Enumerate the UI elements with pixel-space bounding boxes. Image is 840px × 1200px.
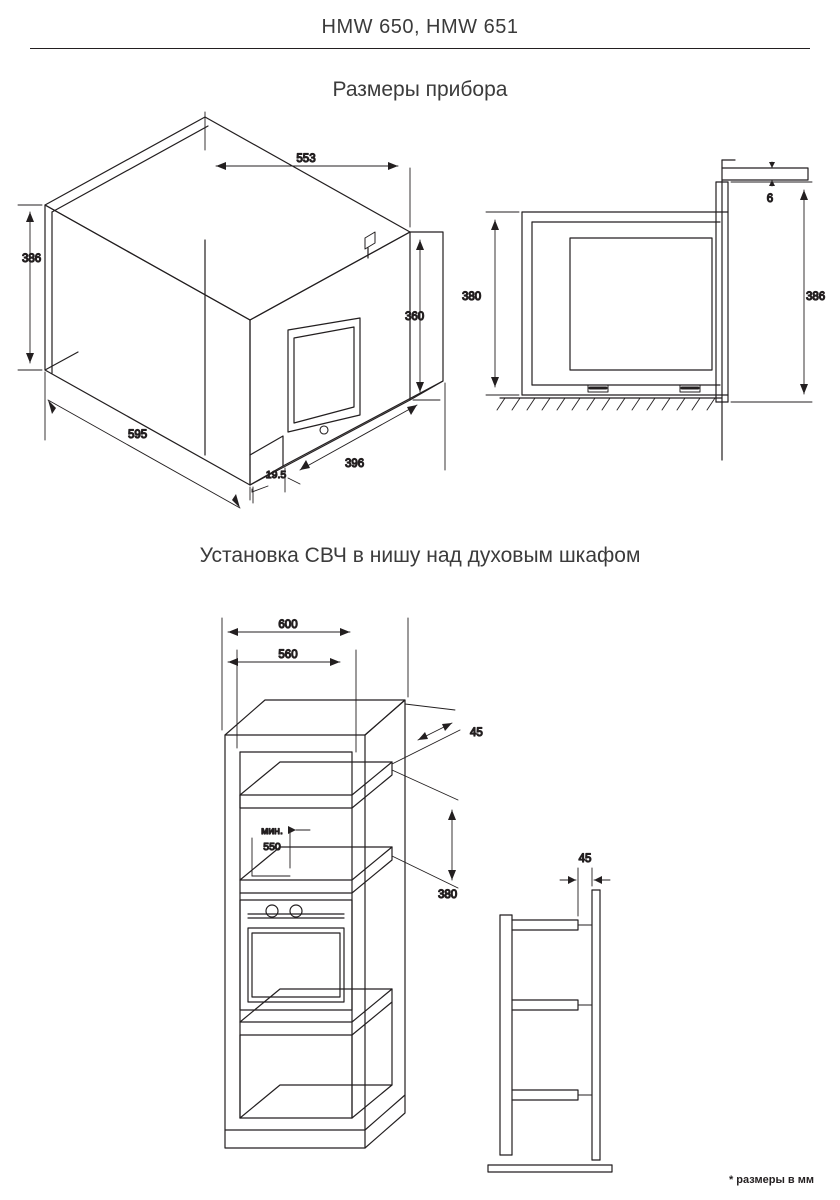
dimension-label-396: 396 [345, 458, 365, 470]
niche-installation-drawing [225, 700, 405, 1148]
dimension-386-side [731, 182, 812, 402]
dimension-label-553: 553 [296, 153, 316, 165]
dimension-label-600: 600 [278, 619, 298, 631]
dimension-label-45-side: 45 [578, 853, 592, 865]
dimension-396 [253, 383, 445, 503]
dimension-label-560: 560 [278, 649, 298, 661]
dimension-label-45-top: 45 [470, 727, 483, 739]
dimension-45-top [392, 704, 460, 764]
dimension-label-595: 595 [128, 429, 148, 441]
section-title-niche-installation: Установка СВЧ в нишу над духовым шкафом [199, 544, 641, 567]
dimension-553 [205, 112, 410, 227]
dimension-560 [228, 650, 356, 752]
footnote-units: * размеры в мм [728, 1174, 814, 1186]
dimension-380-side [486, 212, 519, 395]
isometric-microwave-drawing [45, 117, 443, 485]
dimension-label-386-left: 386 [22, 253, 42, 265]
dimension-label-min: мин. [261, 825, 283, 837]
dimension-label-6: 6 [766, 193, 774, 205]
niche-side-view-drawing [488, 890, 612, 1172]
dimension-45-side [560, 868, 610, 916]
dimension-label-380-side: 380 [462, 291, 482, 303]
dimension-595 [40, 372, 250, 515]
side-section-drawing [497, 160, 808, 460]
dimension-label-19-5: 19.5 [265, 469, 287, 481]
dimension-label-550: 550 [263, 841, 281, 853]
dimension-label-386-side: 386 [806, 291, 826, 303]
dimension-380-niche [392, 770, 458, 888]
dimension-386-left [18, 205, 42, 370]
section-title-appliance-dimensions: Размеры прибора [332, 78, 508, 101]
page-title: HMW 650, HMW 651 [321, 16, 519, 38]
dimension-label-360: 360 [405, 311, 425, 323]
dimension-label-380-niche: 380 [438, 889, 458, 901]
